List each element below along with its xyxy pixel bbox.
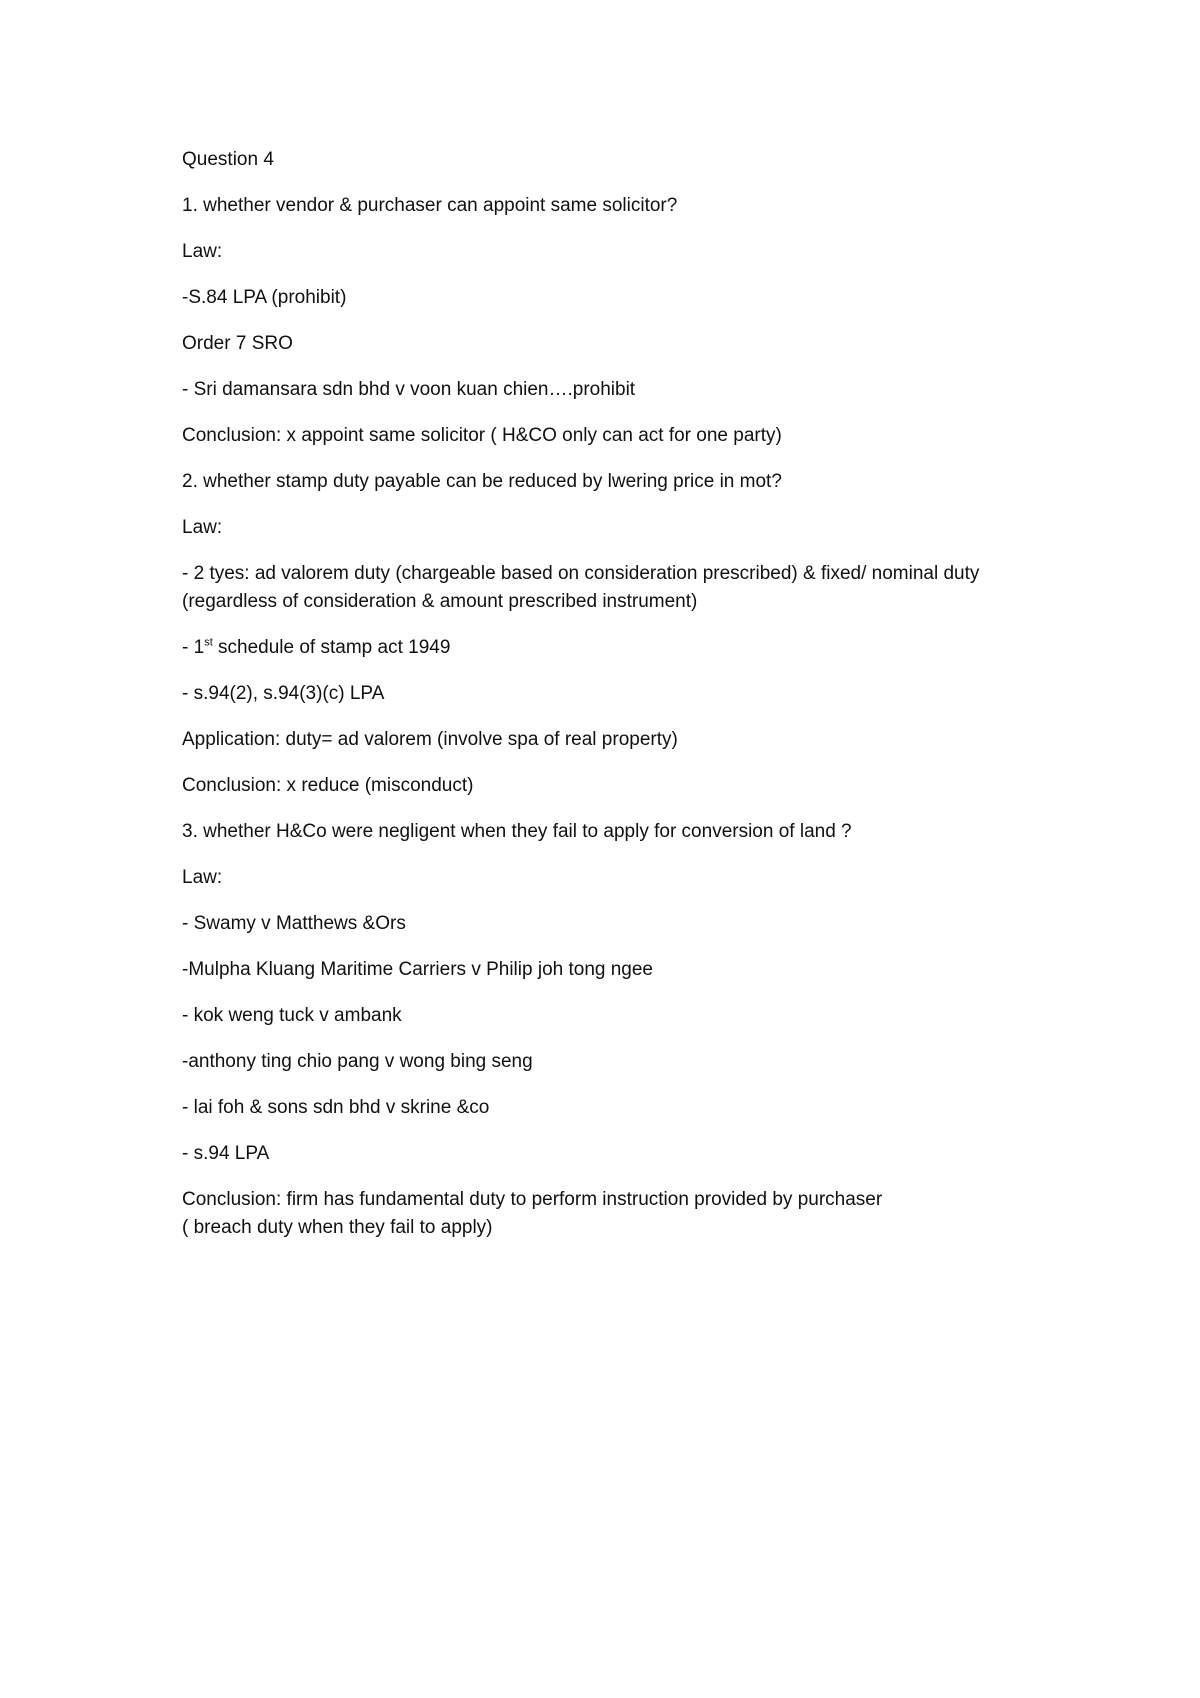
q3-conclusion-line1: Conclusion: firm has fundamental duty to perform instruction provided by purchaser	[182, 1189, 883, 1210]
q3-law-item: -anthony ting chio pang v wong bing seng	[182, 1051, 533, 1072]
q2-schedule-line	[182, 634, 1042, 662]
q2-question: 2. whether stamp duty payable can be reduced by lwering price in mot?	[182, 471, 782, 492]
q2-schedule-superscript: st	[204, 636, 213, 649]
question-title: Question 4	[182, 149, 274, 170]
q3-law-item: - Swamy v Matthews &Ors	[182, 913, 406, 934]
q1-conclusion: Conclusion: x appoint same solicitor ( H&CO only can act for one party)	[182, 425, 782, 446]
q2-types-line: - 2 tyes: ad valorem duty (chargeable based on consideration prescribed) & fixed/ nominal duty (regardless of consideration & amount prescribed instrument)	[182, 563, 980, 612]
q1-law-label: Law:	[182, 241, 223, 262]
q2-lpa-line: - s.94(2), s.94(3)(c) LPA	[182, 683, 385, 704]
q3-law-item: - lai foh & sons sdn bhd v skrine &co	[182, 1097, 490, 1118]
q3-law-label: Law:	[182, 867, 223, 888]
document-body	[182, 146, 1042, 1260]
q1-law-item: Order 7 SRO	[182, 333, 293, 354]
q2-law-label: Law:	[182, 517, 223, 538]
q3-conclusion-line2: ( breach duty when they fail to apply)	[182, 1217, 493, 1238]
q3-law-item: -Mulpha Kluang Maritime Carriers v Philip joh tong ngee	[182, 959, 654, 980]
q1-question: 1. whether vendor & purchaser can appoint same solicitor?	[182, 195, 678, 216]
q1-law-item: - Sri damansara sdn bhd v voon kuan chien….prohibit	[182, 379, 636, 400]
q1-law-item: -S.84 LPA (prohibit)	[182, 287, 347, 308]
q2-schedule-prefix: - 1	[182, 637, 205, 658]
q3-law-item: - kok weng tuck v ambank	[182, 1005, 402, 1026]
q3-law-item: - s.94 LPA	[182, 1143, 270, 1164]
q2-schedule-suffix: schedule of stamp act 1949	[212, 637, 451, 658]
q3-question: 3. whether H&Co were negligent when they fail to apply for conversion of land ?	[182, 821, 852, 842]
q2-application: Application: duty= ad valorem (involve spa of real property)	[182, 729, 678, 750]
q2-conclusion: Conclusion: x reduce (misconduct)	[182, 775, 474, 796]
